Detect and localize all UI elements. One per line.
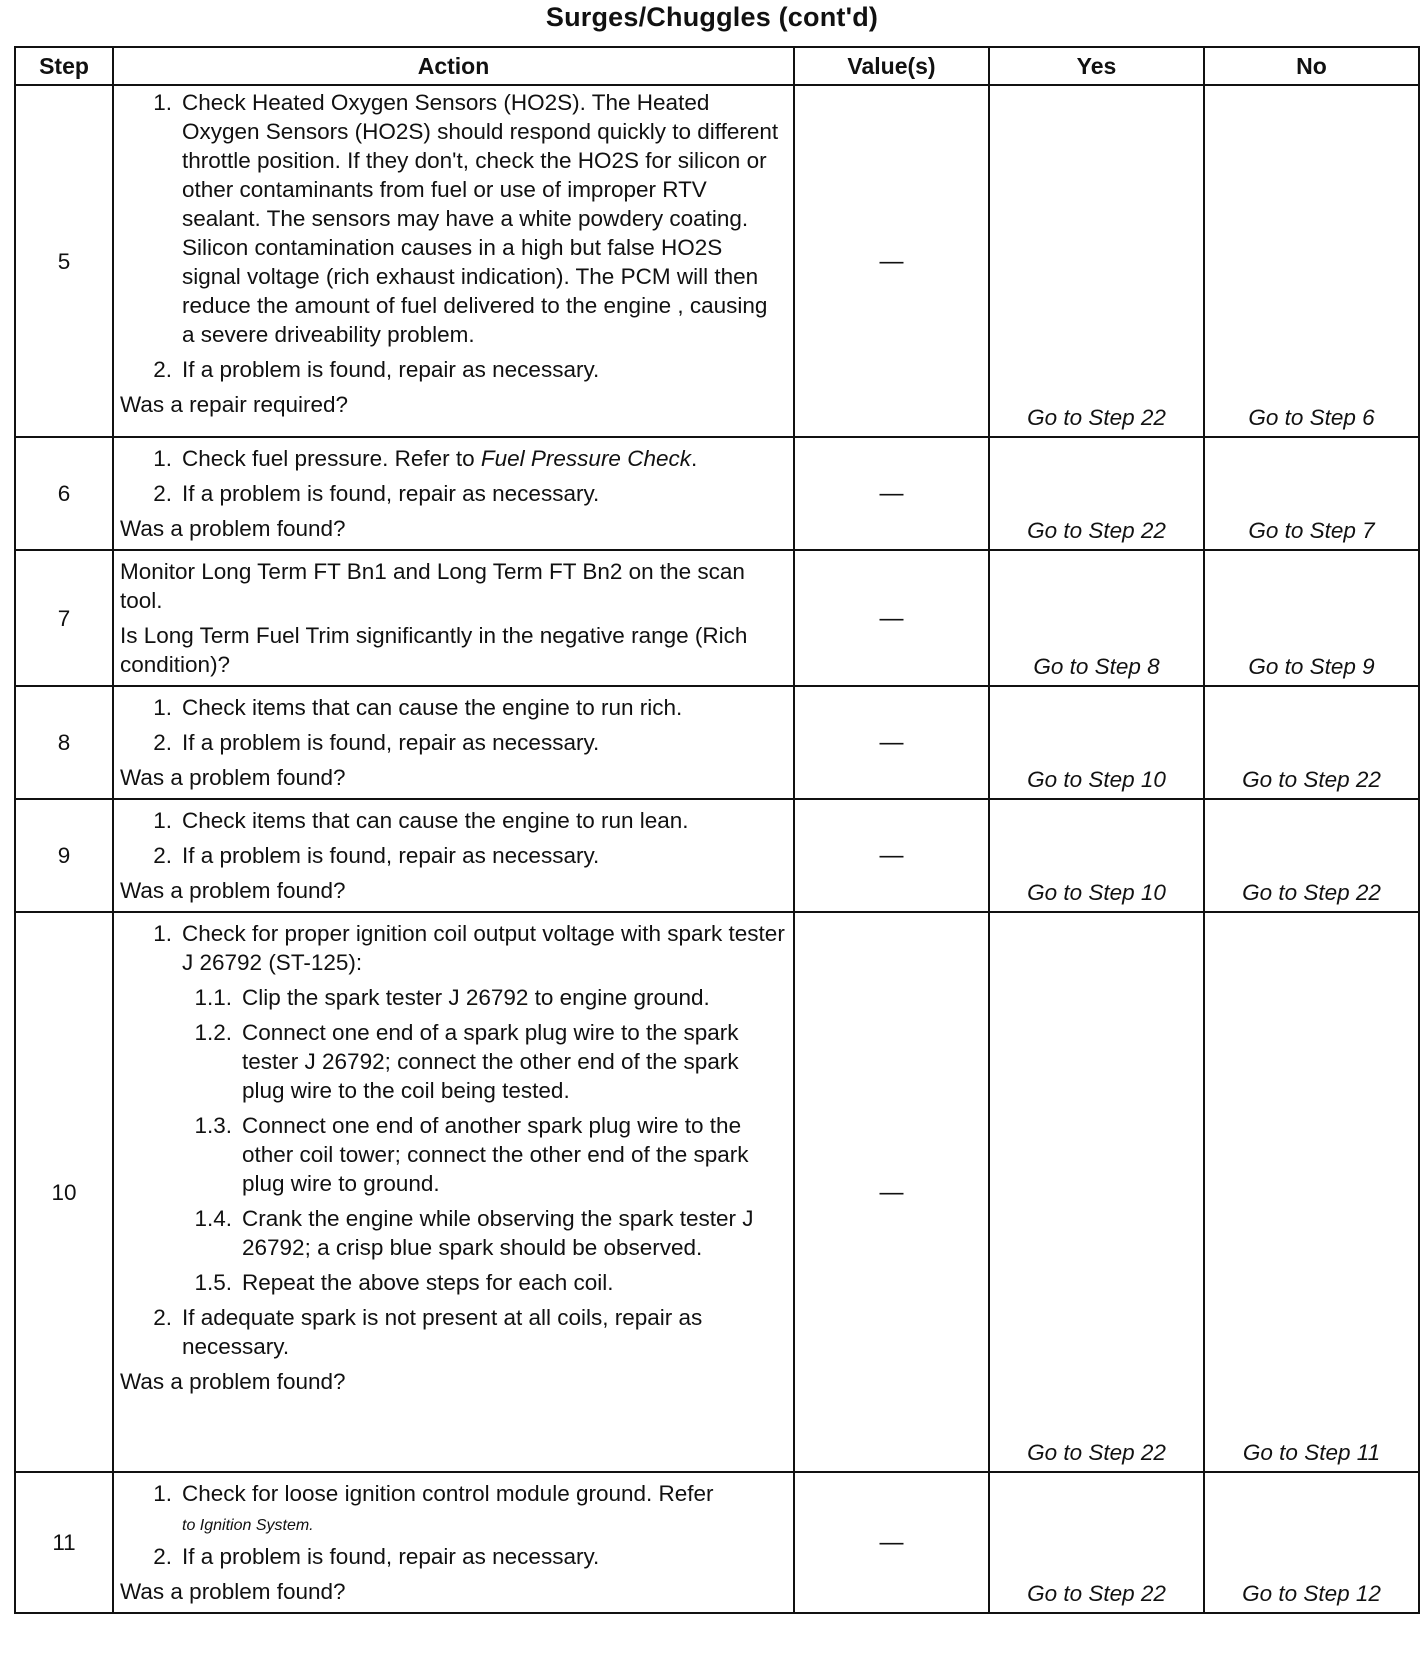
value-cell: — [794,437,989,550]
value-cell: — [794,85,989,437]
yes-link[interactable]: Go to Step 22 [989,912,1204,1472]
value-cell: — [794,1472,989,1613]
header-values: Value(s) [794,47,989,85]
question: Was a problem found? [120,516,346,541]
sub-list-item: 1.3. Connect one end of another spark plug wire to the other coil tower; connect the other end of the spark plug wire to ground. [194,1113,749,1196]
sub-list-item: 1.4. Crank the engine while observing the spark tester J 26792; a crisp blue spark should be observed. [194,1206,754,1260]
value-cell: — [794,550,989,686]
table-row [15,686,1419,799]
yes-link[interactable]: Go to Step 22 [989,85,1204,437]
table-row [15,550,1419,686]
header-yes: Yes [989,47,1204,85]
yes-link[interactable]: Go to Step 22 [989,1472,1204,1613]
page-title: Surges/Chuggles (cont'd) [545,2,879,32]
action-cell [113,85,794,437]
reference-link[interactable]: to Ignition System. [182,1517,314,1534]
no-link[interactable]: Go to Step 9 [1204,550,1419,686]
list-item: 1. Check items that can cause the engine to run rich. [153,695,683,720]
action-cell [113,1472,794,1613]
step-number: 11 [15,1472,113,1613]
step-number: 9 [15,799,113,912]
step-number: 10 [15,912,113,1472]
question: Is Long Term Fuel Trim significantly in the negative range (Rich condition)? [120,623,748,677]
no-link[interactable]: Go to Step 6 [1204,85,1419,437]
list-item: 1. Check items that can cause the engine to run lean. [153,808,689,833]
action-cell [113,550,794,686]
list-item: 2. If a problem is found, repair as necessary. [153,481,600,506]
sub-list-item: 1.2. Connect one end of a spark plug wire to the spark tester J 26792; connect the other end of the spark plug wire to the coil being tested. [194,1020,739,1103]
sub-list-item: 1.1. Clip the spark tester J 26792 to engine ground. [194,985,710,1010]
list-item: 2. If a problem is found, repair as necessary. [153,843,600,868]
yes-link[interactable]: Go to Step 22 [989,437,1204,550]
list-item: 2. If adequate spark is not present at all coils, repair as necessary. [153,1305,703,1359]
no-link[interactable]: Go to Step 12 [1204,1472,1419,1613]
value-cell: — [794,912,989,1472]
list-item: 1. Check for loose ignition control module ground. Refer to Ignition System. [153,1481,714,1534]
step-number: 6 [15,437,113,550]
table-row [15,1472,1419,1613]
header-step: Step [15,47,113,85]
action-cell [113,686,794,799]
value-cell: — [794,799,989,912]
no-link[interactable]: Go to Step 22 [1204,799,1419,912]
header-action: Action [113,47,794,85]
no-link[interactable]: Go to Step 22 [1204,686,1419,799]
no-link[interactable]: Go to Step 11 [1204,912,1419,1472]
step-number: 5 [15,85,113,437]
table-row [15,437,1419,550]
sub-list-item: 1.5. Repeat the above steps for each coil. [194,1270,614,1295]
header-no: No [1204,47,1419,85]
question: Was a repair required? [120,392,349,417]
table-row [15,85,1419,437]
question: Was a problem found? [120,878,346,903]
action-cell [113,437,794,550]
yes-link[interactable]: Go to Step 8 [989,550,1204,686]
list-item: 2. If a problem is found, repair as necessary. [153,357,600,382]
header-row [15,47,1419,85]
instruction-text: Monitor Long Term FT Bn1 and Long Term FT Bn2 on the scan tool. [120,559,745,613]
step-number: 7 [15,550,113,686]
list-item: 1. Check for proper ignition coil output voltage with spark tester J 26792 (ST-125): [153,921,785,975]
table-row [15,912,1419,1472]
no-link[interactable]: Go to Step 7 [1204,437,1419,550]
yes-link[interactable]: Go to Step 10 [989,799,1204,912]
question: Was a problem found? [120,1369,346,1394]
reference-link[interactable]: Fuel Pressure Check [480,446,691,471]
action-cell [113,912,794,1472]
yes-link[interactable]: Go to Step 10 [989,686,1204,799]
question: Was a problem found? [120,765,346,790]
table-row [15,799,1419,912]
question: Was a problem found? [120,1579,346,1604]
diagnostic-table [14,46,1420,1614]
action-cell [113,799,794,912]
list-item: 2. If a problem is found, repair as necessary. [153,730,600,755]
list-item: 2. If a problem is found, repair as necessary. [153,1544,600,1569]
value-cell: — [794,686,989,799]
step-number: 8 [15,686,113,799]
list-item: 1. Check fuel pressure. Refer to Fuel Pressure Check. [153,446,698,471]
list-item: 1. Check Heated Oxygen Sensors (HO2S). The Heated Oxygen Sensors (HO2S) should respond quickly to different throttle position. If they don't, check the HO2S for silicon or other contaminants from fuel or use of improper RTV sealant. The sensors may have a white powdery coating. Silicon contamination causes in a high but false HO2S signal voltage (rich exhaust indication). The PCM will then reduce the amount of fuel delivered to the engine , causing a severe driveability problem. [153,90,779,347]
